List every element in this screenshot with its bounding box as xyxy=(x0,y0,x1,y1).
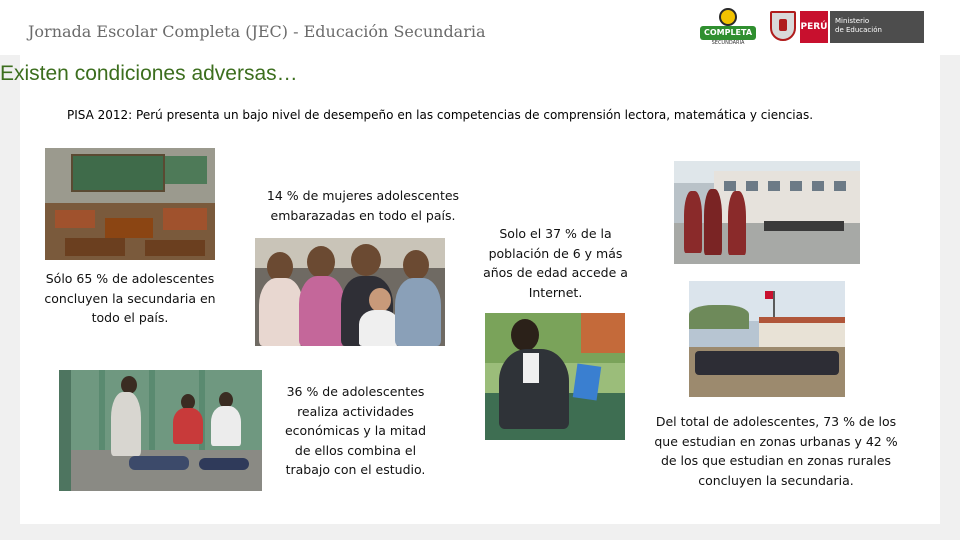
mothers-photo xyxy=(255,238,445,346)
slide-title: Existen condiciones adversas… xyxy=(0,62,298,85)
header-title: Jornada Escolar Completa (JEC) - Educación Secundaria xyxy=(28,22,486,41)
caption-internet: Solo el 37 % de la población de 6 y más años de edad accede a Internet. xyxy=(483,226,628,300)
slide-subtitle: PISA 2012: Perú presenta un bajo nivel de desempeño en las competencias de comprensión lectora, matemática y ciencias. xyxy=(67,108,814,122)
workers-photo xyxy=(59,370,262,491)
coat-of-arms-icon xyxy=(770,11,796,41)
ministry-line-2: de Educación xyxy=(835,26,882,34)
peru-label: PERÚ xyxy=(800,11,828,43)
sun-icon xyxy=(719,8,737,26)
jec-logo-sub: SECUNDARIA xyxy=(711,40,745,46)
caption-pregnancy: 14 % de mujeres adolescentes embarazadas en todo el país. xyxy=(266,188,460,223)
jec-logo xyxy=(700,6,756,48)
ministry-line-1: Ministerio xyxy=(835,17,870,25)
urban-school-photo xyxy=(674,161,860,264)
classroom-photo xyxy=(45,148,215,260)
rural-school-photo xyxy=(689,281,845,397)
ministry-logo xyxy=(770,11,924,43)
header-bar xyxy=(0,0,960,55)
caption-urban-rural: Del total de adolescentes, 73 % de los que estudian en zonas urbanas y 42 % de los que estudian en zonas rurales concluyen la secundaria. xyxy=(654,414,898,488)
ministry-label xyxy=(830,11,924,43)
caption-work: 36 % de adolescentes realiza actividades económicas y la mitad de ellos combina el trabajo con el estudio. xyxy=(284,384,427,477)
jec-logo-label: COMPLETA xyxy=(700,26,756,40)
caption-secondary-completion: Sólo 65 % de adolescentes concluyen la secundaria en todo el país. xyxy=(44,271,216,325)
laptop-photo xyxy=(485,313,625,440)
